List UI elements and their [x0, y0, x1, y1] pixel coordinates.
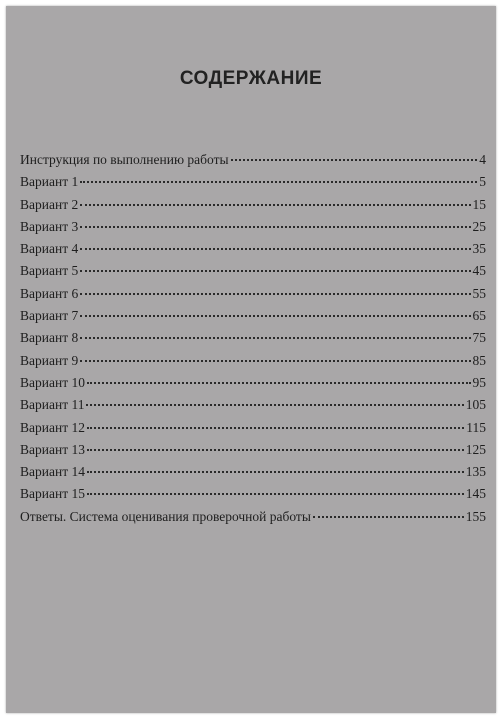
- toc-entry-label: Вариант 6: [20, 285, 79, 301]
- dot-leader: [231, 159, 478, 161]
- toc-entry-label: Вариант 12: [20, 419, 85, 435]
- toc-entry: [20, 263, 486, 285]
- toc-entry-label: Вариант 15: [20, 486, 85, 502]
- dot-leader: [80, 181, 477, 183]
- toc-entry-label: Вариант 10: [20, 374, 85, 390]
- dot-leader: [80, 315, 470, 317]
- toc-entry-label: Вариант 11: [20, 397, 85, 413]
- toc-entry: [20, 330, 486, 352]
- page-title: СОДЕРЖАНИЕ: [179, 68, 323, 89]
- dot-leader: [80, 270, 470, 272]
- dot-leader: [80, 248, 470, 250]
- toc-entry-label: Вариант 14: [20, 464, 85, 480]
- document-page: [6, 6, 496, 713]
- toc-entry-label: Вариант 1: [20, 174, 79, 190]
- dot-leader: [86, 404, 463, 406]
- toc-entry-page: 55: [472, 285, 486, 301]
- toc-entry-label: Вариант 9: [20, 352, 79, 368]
- dot-leader: [80, 293, 470, 295]
- toc-entry-page: 15: [472, 196, 486, 212]
- toc-entry-page: 95: [472, 374, 486, 390]
- dot-leader: [87, 449, 464, 451]
- toc-entry: [20, 486, 486, 508]
- dot-leader: [87, 493, 464, 495]
- toc-entry: [20, 308, 486, 330]
- dot-leader: [87, 427, 464, 429]
- table-of-contents: [20, 152, 486, 531]
- dot-leader: [80, 360, 470, 362]
- toc-entry-page: 4: [479, 152, 486, 167]
- toc-entry-page: 5: [479, 174, 486, 190]
- dot-leader: [80, 337, 470, 339]
- toc-entry-page: 145: [465, 486, 486, 502]
- toc-entry-page: 155: [465, 508, 486, 524]
- toc-entry: [20, 420, 486, 442]
- toc-entry: [20, 464, 486, 486]
- toc-entry-page: 45: [472, 263, 486, 279]
- toc-entry-page: 135: [465, 464, 486, 480]
- dot-leader: [313, 516, 464, 518]
- toc-entry-label: Вариант 13: [20, 441, 85, 457]
- toc-entry: [20, 152, 486, 174]
- toc-entry: [20, 442, 486, 464]
- toc-entry-page: 125: [465, 441, 486, 457]
- toc-entry-label: Вариант 2: [20, 196, 79, 212]
- toc-entry: [20, 197, 486, 219]
- toc-entry: [20, 397, 486, 419]
- toc-entry: [20, 286, 486, 308]
- toc-entry-page: 85: [472, 352, 486, 368]
- toc-entry-label: Вариант 8: [20, 330, 79, 346]
- toc-entry: [20, 509, 486, 531]
- toc-entry: [20, 241, 486, 263]
- dot-leader: [80, 204, 470, 206]
- dot-leader: [87, 382, 471, 384]
- toc-entry-page: 25: [472, 218, 486, 234]
- toc-entry-page: 65: [472, 308, 486, 324]
- toc-entry-page: 105: [465, 397, 486, 413]
- toc-entry-label: Инструкция по выполнению работы: [20, 152, 229, 167]
- toc-entry: [20, 219, 486, 241]
- toc-entry-label: Вариант 5: [20, 263, 79, 279]
- toc-entry-label: Вариант 4: [20, 241, 79, 257]
- toc-entry-page: 75: [472, 330, 486, 346]
- dot-leader: [80, 226, 470, 228]
- toc-entry: [20, 375, 486, 397]
- toc-entry-label: Вариант 3: [20, 218, 79, 234]
- toc-entry-page: 35: [472, 241, 486, 257]
- toc-entry-page: 115: [466, 419, 486, 435]
- toc-entry: [20, 174, 486, 196]
- toc-entry-label: Вариант 7: [20, 308, 79, 324]
- toc-entry-label: Ответы. Система оценивания проверочной работы: [20, 508, 311, 524]
- toc-entry: [20, 353, 486, 375]
- dot-leader: [87, 471, 464, 473]
